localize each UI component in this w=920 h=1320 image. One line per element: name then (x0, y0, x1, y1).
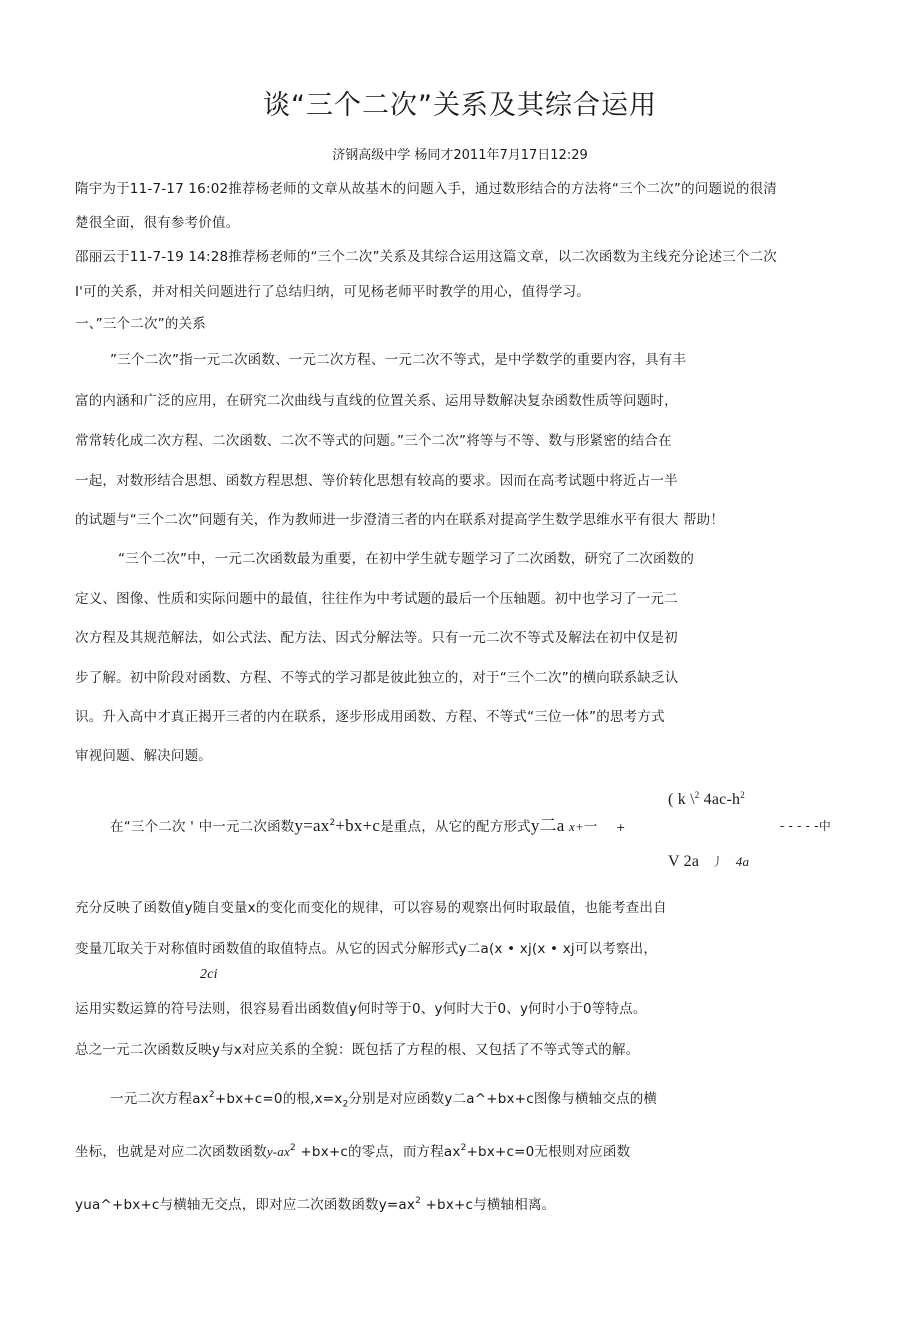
para2-line: 审视问题、解决问题。 (75, 748, 212, 764)
para1-line: 的试题与“三个二次”问题有关，作为教师进一步澄清三者的内在联系对提高学生数学思维水平有很大 帮助！ (75, 512, 725, 528)
page-title: 谈“三个二次”关系及其综合运用 (263, 90, 657, 121)
para2-line: “三个二次”中，一元二次函数最为重要，在初中学生就专题学习了二次函数，研究了二次函数的 (118, 551, 695, 567)
para1-line: 一起，对数形结合思想、函数方程思想、等价转化思想有较高的要求。因而在高考试题中将近占一半 (75, 473, 678, 489)
para4-line-2: 坐标，也就是对应二次函数函数$y-ax^2 +bx+c$的零点，而方程$ax^2+bx+c=0$无根则对应函数 (75, 1143, 631, 1160)
comment-2-line-1: 邵丽云于11-7-19 14:28推荐杨老师的“三个二次”关系及其综合运用这篇文章，以二次函数为主线充分论述三个二次 (75, 249, 777, 265)
author-byline: 济钢高级中学 杨同才2011年7月17日12:29 (332, 148, 588, 163)
para2-line: 定义、图像、性质和实际问题中的最值，往往作为中考试题的最后一个压轴题。初中也学习了一元二 (75, 591, 678, 607)
para4-line-3: yua^+bx+c与横轴无交点，即对应二次函数函数$y=ax^2 +bx+c$与横轴相离。 (75, 1196, 556, 1213)
formula-denominator: V 2a 丿 4a (668, 853, 750, 870)
comment-1-line-1: 隋宇为于11-7-17 16:02推荐杨老师的文章从故基木的问题入手，通过数形结合的方法将“三个二次”的问题说的很清 (75, 181, 777, 197)
para3-line-2: 变量兀取关于对称值时函数值的取值特点。从它的因式分解形式y二a(x • xj(x • xj可以考察出， (75, 941, 658, 957)
para1-line: ”三个二次”指一元二次函数、一元二次方程、一元二次不等式，是中学数学的重要内容，具有丰 (110, 352, 687, 368)
comment-2-line-2: I'可的关系，并对相关问题进行了总结归纳，可见杨老师平时教学的用心，值得学习。 (75, 284, 590, 300)
para3-line-3: 运用实数运算的符号法则，很容易看出函数值y何时等于0、y何时大于0、y何时小于0等特点。 (75, 1001, 647, 1017)
para2-line: 次方程及其规范解法，如公式法、配方法、因式分解法等。只有一元二次不等式及解法在初中仅是初 (75, 630, 678, 646)
para1-line: 富的内涵和广泛的应用，在研究二次曲线与直线的位置关系、运用导数解决复杂函数性质等问题时， (75, 393, 678, 409)
para3-subscript: 2ci (200, 967, 218, 982)
formula-numerator: ( k \$^2$ $4ac-h^2$ (668, 790, 745, 808)
para2-line: 识。升入高中才真正揭开三者的内在联系，逐步形成用函数、方程、不等式“三位一体”的思考方式 (75, 709, 665, 725)
formula-tail: - - - - -中 (780, 819, 831, 833)
para4-line-1: 一元二次方程$ax^2+bx+c=0$的根$,x=x_2$分别是对应函数y二a^+bx+c图像与横轴交点的横 (110, 1090, 658, 1110)
para1-line: 常常转化成二次方程、二次函数、二次不等式的问题。”三个二次”将等与不等、数与形紧密的结合在 (75, 433, 672, 449)
section-heading: 一、”三个二次”的关系 (75, 316, 206, 332)
para3-line-1: 充分反映了函数值y随自变量x的变化而变化的规律，可以容易的观察出何时取最值，也能考查出自 (75, 900, 667, 916)
formula-main-line: 在“三个二次 ' 中一元二次函数$y=ax^2+bx+c$是重点，从它的配方形式y二a x+一 + (110, 816, 626, 835)
para3-line-4: 总之一元二次函数反映y与x对应关系的全貌：既包括了方程的根、又包括了不等式等式的解。 (75, 1042, 640, 1058)
para2-line: 步了解。初中阶段对函数、方程、不等式的学习都是彼此独立的，对于“三个二次”的横向联系缺乏认 (75, 670, 679, 686)
comment-1-line-2: 楚很全面，很有参考价值。 (75, 215, 240, 231)
